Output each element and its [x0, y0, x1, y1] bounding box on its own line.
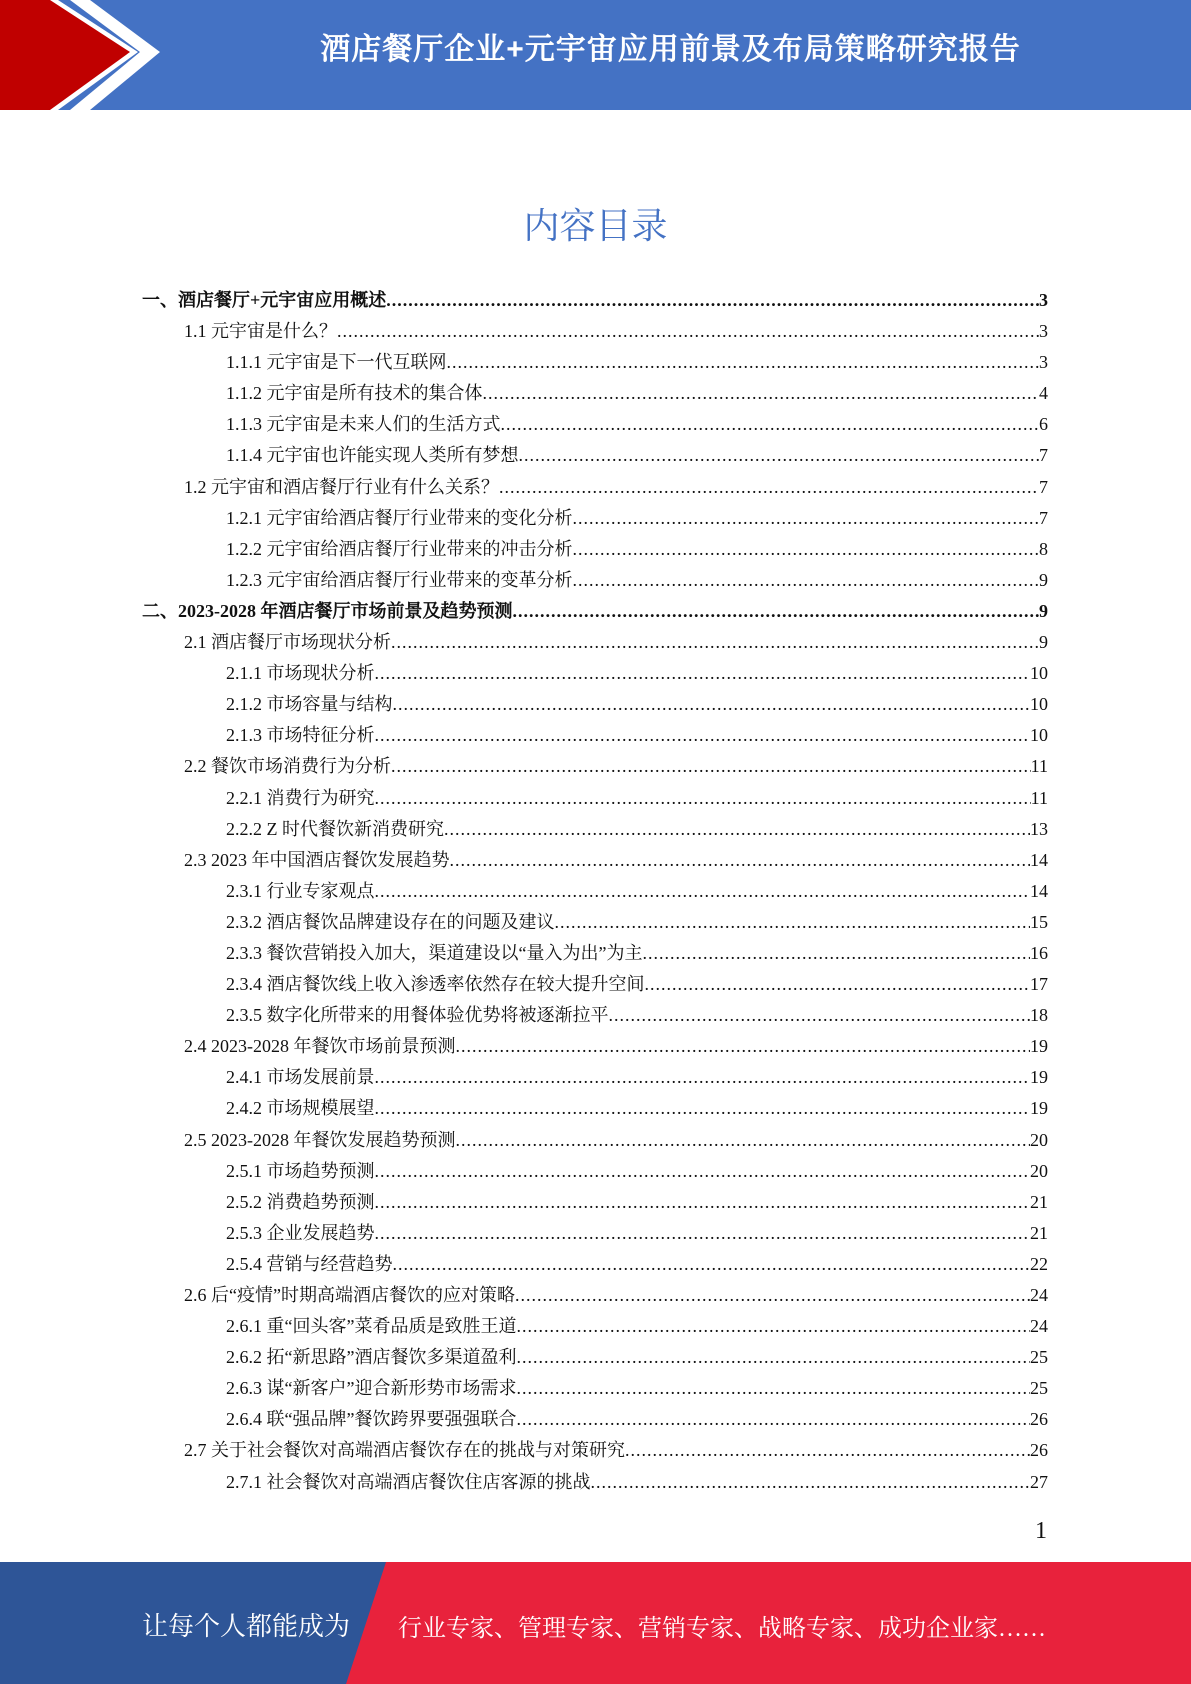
header-title: 酒店餐厅企业+元宇宙应用前景及布局策略研究报告 — [320, 33, 1021, 66]
toc-dot-leader — [513, 601, 1040, 622]
toc-dot-leader — [375, 663, 1031, 684]
toc-entry[interactable] — [142, 1032, 1048, 1063]
toc-entry-title: 1.1.3 元宇宙是未来人们的生活方式 — [226, 414, 501, 435]
toc-entry[interactable] — [142, 348, 1048, 379]
toc-entry-title: 2.3.3 餐饮营销投入加大，渠道建设以“量入为出”为主 — [226, 942, 643, 963]
toc-entry-title: 2.3 2023 年中国酒店餐饮发展趋势 — [184, 849, 450, 870]
toc-entry[interactable] — [142, 286, 1048, 317]
toc-entry-title: 2.4.2 市场规模展望 — [226, 1098, 375, 1119]
toc-entry[interactable] — [142, 473, 1048, 504]
toc-entry-title: 2.5 2023-2028 年餐饮发展趋势预测 — [184, 1129, 456, 1150]
toc-dot-leader — [555, 912, 1031, 933]
toc-entry[interactable] — [142, 1126, 1048, 1157]
toc-entry-page: 3 — [1039, 321, 1048, 342]
toc-entry[interactable] — [142, 1250, 1048, 1281]
toc-entry-page: 7 — [1039, 476, 1048, 497]
toc-dot-leader — [391, 756, 1031, 777]
toc-dot-leader — [609, 1005, 1031, 1026]
toc-entry[interactable] — [142, 1281, 1048, 1312]
toc-dot-leader — [450, 850, 1031, 871]
toc-entry[interactable] — [142, 1374, 1048, 1405]
toc-dot-leader — [591, 1472, 1031, 1493]
toc-dot-leader — [499, 477, 1039, 498]
toc-entry-title: 一、酒店餐厅+元宇宙应用概述 — [142, 290, 387, 310]
toc-entry[interactable] — [142, 535, 1048, 566]
toc-entry-title: 2.5.4 营销与经营趋势 — [226, 1253, 393, 1274]
toc-entry-page: 25 — [1030, 1347, 1048, 1368]
toc-entry-title: 2.1 酒店餐厅市场现状分析 — [184, 632, 391, 653]
toc-entry[interactable] — [142, 721, 1048, 752]
toc-entry[interactable] — [142, 1343, 1048, 1374]
toc-entry-title: 1.2.3 元宇宙给酒店餐厅行业带来的变革分析 — [226, 569, 573, 590]
toc-entry[interactable] — [142, 628, 1048, 659]
toc-entry-title: 二、2023-2028 年酒店餐厅市场前景及趋势预测 — [142, 600, 513, 621]
toc-dot-leader — [573, 570, 1040, 591]
toc-dot-leader — [375, 788, 1031, 809]
toc-entry-title: 1.1.4 元宇宙也许能实现人类所有梦想 — [226, 445, 519, 466]
header-arrow-decoration — [0, 0, 160, 110]
toc-entry-page: 20 — [1030, 1129, 1048, 1150]
footer-slogan-left: 让每个人都能成为 — [142, 1612, 351, 1641]
toc-entry-title: 2.6.4 联“强品牌”餐饮跨界要强强联合 — [226, 1409, 517, 1430]
toc-entry[interactable] — [142, 690, 1048, 721]
toc-dot-leader — [625, 1440, 1030, 1461]
toc-entry-title: 2.1.2 市场容量与结构 — [226, 694, 393, 715]
toc-entry-page: 20 — [1030, 1160, 1048, 1181]
toc-entry-page: 6 — [1039, 414, 1048, 435]
toc-entry-page: 26 — [1030, 1409, 1048, 1430]
toc-entry-page: 8 — [1039, 538, 1048, 559]
toc-entry-title: 2.4.1 市场发展前景 — [226, 1067, 375, 1088]
toc-entry[interactable] — [142, 1094, 1048, 1125]
toc-dot-leader — [516, 1347, 1030, 1368]
toc-entry-page: 11 — [1030, 787, 1048, 808]
toc-dot-leader — [391, 632, 1039, 653]
toc-entry-page: 16 — [1030, 942, 1048, 963]
toc-dot-leader — [375, 1192, 1031, 1213]
toc-dot-leader — [393, 1254, 1031, 1275]
toc-entry-page: 9 — [1039, 632, 1048, 653]
toc-entry-title: 2.6 后“疫情”时期高端酒店餐饮的应对策略 — [184, 1285, 515, 1305]
toc-entry-title: 2.5.2 消费趋势预测 — [226, 1191, 375, 1212]
toc-dot-leader — [645, 974, 1031, 995]
toc-dot-leader — [456, 1036, 1031, 1057]
page-number: 1 — [1035, 1518, 1047, 1544]
toc-entry[interactable] — [142, 1405, 1048, 1436]
toc-entry-page: 19 — [1030, 1067, 1048, 1088]
toc-entry-title: 1.1 元宇宙是什么？ — [184, 321, 337, 342]
toc-entry[interactable] — [142, 752, 1048, 783]
toc-entry[interactable] — [142, 597, 1048, 628]
toc-entry[interactable] — [142, 441, 1048, 472]
toc-entry-page: 10 — [1030, 694, 1048, 715]
toc-entry-page: 24 — [1030, 1285, 1048, 1305]
toc-dot-leader — [573, 508, 1040, 529]
toc-dot-leader — [375, 881, 1031, 902]
toc-entry-title: 2.3.2 酒店餐饮品牌建设存在的问题及建议 — [226, 911, 555, 932]
toc-entry-page: 14 — [1030, 849, 1048, 870]
toc-entry-title: 2.2 餐饮市场消费行为分析 — [184, 756, 391, 777]
toc-entry-page: 17 — [1030, 974, 1048, 995]
toc-entry-title: 2.1.1 市场现状分析 — [226, 663, 375, 684]
toc-dot-leader — [444, 819, 1030, 840]
toc-dot-leader — [447, 352, 1040, 373]
toc-entry-page: 18 — [1030, 1005, 1048, 1026]
toc-entry-page: 4 — [1039, 383, 1048, 404]
toc-entry-title: 1.1.2 元宇宙是所有技术的集合体 — [226, 383, 483, 404]
toc-dot-leader — [337, 321, 1039, 342]
toc-entry-page: 26 — [1030, 1440, 1048, 1461]
toc-entry[interactable] — [142, 815, 1048, 846]
toc-entry[interactable] — [142, 317, 1048, 348]
toc-dot-leader — [573, 539, 1040, 560]
toc-entry-title: 2.7 关于社会餐饮对高端酒店餐饮存在的挑战与对策研究 — [184, 1440, 625, 1461]
toc-entry-title: 2.2.1 消费行为研究 — [226, 787, 375, 808]
toc-title: 内容目录 — [523, 205, 668, 246]
toc-dot-leader — [642, 943, 1030, 964]
toc-entry-title: 1.2.1 元宇宙给酒店餐厅行业带来的变化分析 — [226, 507, 573, 528]
toc-dot-leader — [375, 1223, 1031, 1244]
toc-entry-page: 9 — [1039, 569, 1048, 590]
toc-entry-title: 2.6.2 拓“新思路”酒店餐饮多渠道盈利 — [226, 1347, 517, 1368]
toc-entry[interactable] — [142, 1219, 1048, 1250]
toc-entry-title: 2.1.3 市场特征分析 — [226, 725, 375, 746]
toc-entry-title: 1.2 元宇宙和酒店餐厅行业有什么关系？ — [184, 476, 499, 497]
toc-entry-title: 2.2.2 Z 时代餐饮新消费研究 — [226, 818, 444, 839]
toc-entry-page: 10 — [1030, 663, 1048, 684]
toc-entry-title: 2.7.1 社会餐饮对高端酒店餐饮住店客源的挑战 — [226, 1471, 591, 1492]
toc-dot-leader — [375, 1098, 1031, 1119]
toc-entry[interactable] — [142, 939, 1048, 970]
table-of-contents — [142, 286, 1048, 1499]
toc-entry-page: 9 — [1039, 600, 1048, 621]
toc-entry[interactable] — [142, 1312, 1048, 1343]
toc-entry-title: 2.4 2023-2028 年餐饮市场前景预测 — [184, 1036, 456, 1057]
toc-entry-page: 7 — [1039, 507, 1048, 528]
toc-entry[interactable] — [142, 566, 1048, 597]
toc-entry-page: 24 — [1030, 1316, 1048, 1337]
toc-entry-page: 11 — [1030, 756, 1048, 777]
toc-entry-page: 10 — [1030, 725, 1048, 746]
toc-entry[interactable] — [142, 1436, 1048, 1467]
toc-dot-leader — [375, 1161, 1031, 1182]
toc-entry-page: 19 — [1030, 1098, 1048, 1119]
toc-entry[interactable] — [142, 877, 1048, 908]
toc-dot-leader — [375, 1067, 1031, 1088]
toc-dot-leader — [375, 725, 1031, 746]
toc-entry-page: 21 — [1030, 1222, 1048, 1243]
toc-entry[interactable] — [142, 1157, 1048, 1188]
toc-dot-leader — [519, 445, 1040, 466]
toc-entry-page: 3 — [1039, 290, 1048, 310]
toc-entry-page: 3 — [1039, 352, 1048, 373]
toc-entry[interactable] — [142, 846, 1048, 877]
toc-entry[interactable] — [142, 908, 1048, 939]
toc-entry-page: 21 — [1030, 1191, 1048, 1212]
toc-entry[interactable] — [142, 970, 1048, 1001]
toc-entry-page: 25 — [1030, 1378, 1048, 1399]
toc-dot-leader — [483, 383, 1040, 404]
toc-entry[interactable] — [142, 784, 1048, 815]
toc-dot-leader — [515, 1285, 1030, 1306]
toc-entry[interactable] — [142, 1001, 1048, 1032]
toc-dot-leader — [456, 1130, 1031, 1151]
page-header — [0, 0, 1191, 110]
toc-entry-title: 2.6.3 谋“新客户”迎合新形势市场需求 — [226, 1378, 517, 1399]
toc-dot-leader — [516, 1409, 1030, 1430]
toc-dot-leader — [386, 290, 1039, 311]
toc-dot-leader — [516, 1378, 1030, 1399]
toc-entry[interactable] — [142, 1188, 1048, 1219]
toc-entry-page: 14 — [1030, 880, 1048, 901]
toc-entry-title: 2.3.4 酒店餐饮线上收入渗透率依然存在较大提升空间 — [226, 974, 645, 995]
toc-entry-page: 13 — [1030, 818, 1048, 839]
toc-entry-title: 2.5.1 市场趋势预测 — [226, 1160, 375, 1181]
toc-entry[interactable] — [142, 504, 1048, 535]
toc-entry-page: 15 — [1030, 911, 1048, 932]
toc-entry-page: 22 — [1030, 1253, 1048, 1274]
toc-entry-title: 2.3.1 行业专家观点 — [226, 880, 375, 901]
toc-entry-title: 2.3.5 数字化所带来的用餐体验优势将被逐渐拉平 — [226, 1005, 609, 1026]
toc-entry[interactable] — [142, 659, 1048, 690]
toc-entry[interactable] — [142, 1063, 1048, 1094]
toc-entry-title: 2.5.3 企业发展趋势 — [226, 1222, 375, 1243]
toc-entry[interactable] — [142, 379, 1048, 410]
toc-entry-title: 2.6.1 重“回头客”菜肴品质是致胜王道 — [226, 1316, 517, 1337]
footer-slogan-right: 行业专家、管理专家、营销专家、战略专家、成功企业家…… — [398, 1616, 1046, 1642]
toc-entry-title: 1.2.2 元宇宙给酒店餐厅行业带来的冲击分析 — [226, 538, 573, 559]
toc-entry-page: 27 — [1030, 1471, 1048, 1492]
toc-dot-leader — [501, 414, 1040, 435]
toc-entry-page: 19 — [1030, 1036, 1048, 1057]
toc-entry-page: 7 — [1039, 445, 1048, 466]
toc-entry-title: 1.1.1 元宇宙是下一代互联网 — [226, 352, 447, 373]
toc-dot-leader — [516, 1316, 1030, 1337]
toc-dot-leader — [393, 694, 1031, 715]
toc-entry[interactable] — [142, 1468, 1048, 1499]
toc-entry[interactable] — [142, 410, 1048, 441]
